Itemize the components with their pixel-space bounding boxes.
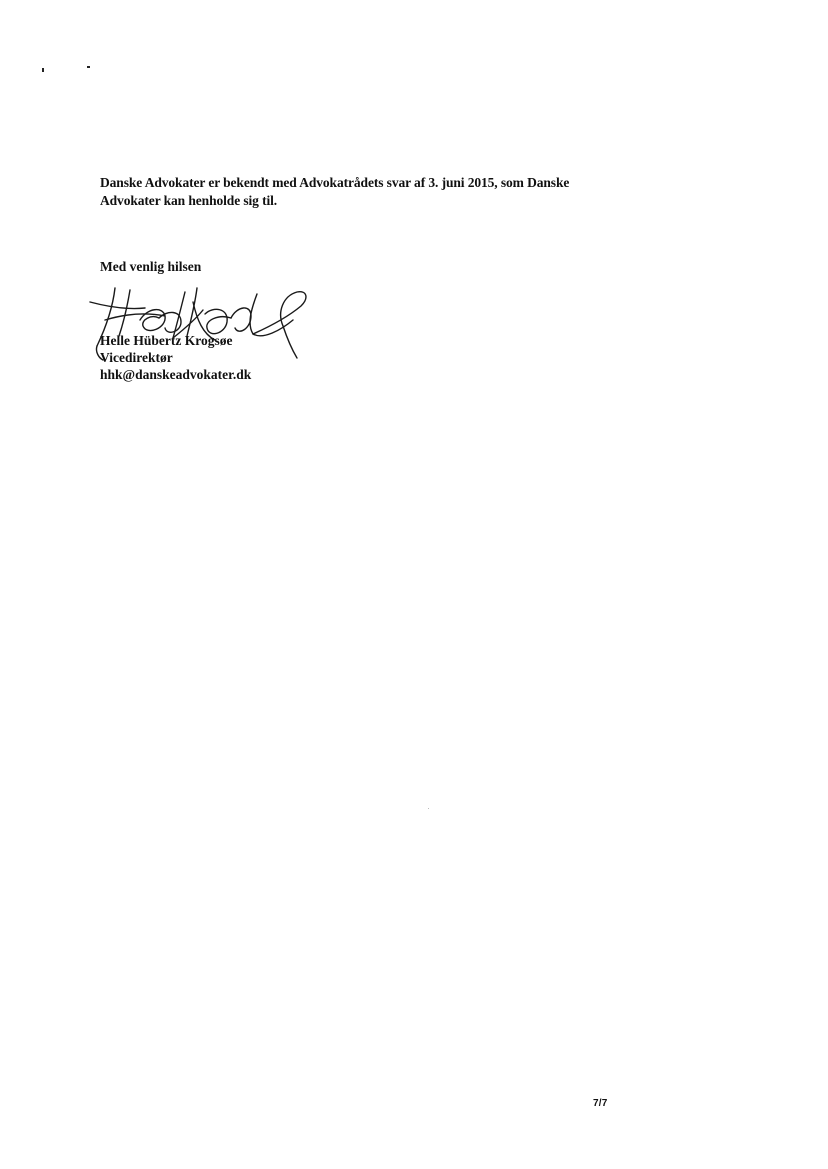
closing-greeting: Med venlig hilsen [100,259,202,274]
page-number: 7/7 [593,1098,608,1109]
body-paragraph [100,174,600,210]
scan-speck [42,68,44,72]
scan-speck [428,808,429,809]
handwritten-signature-icon [85,280,315,362]
signer-name: Helle Hübertz Krogsøe [100,333,233,348]
signer-title: Vicedirektør [100,350,173,365]
signer-email: hhk@danskeadvokater.dk [100,367,252,382]
paragraph-line: Advokater kan henholde sig til. [100,193,278,208]
paragraph-line: Danske Advokater er bekendt med Advokatrådets svar af 3. juni 2015, som Danske [100,175,570,190]
scan-speck [87,66,90,68]
